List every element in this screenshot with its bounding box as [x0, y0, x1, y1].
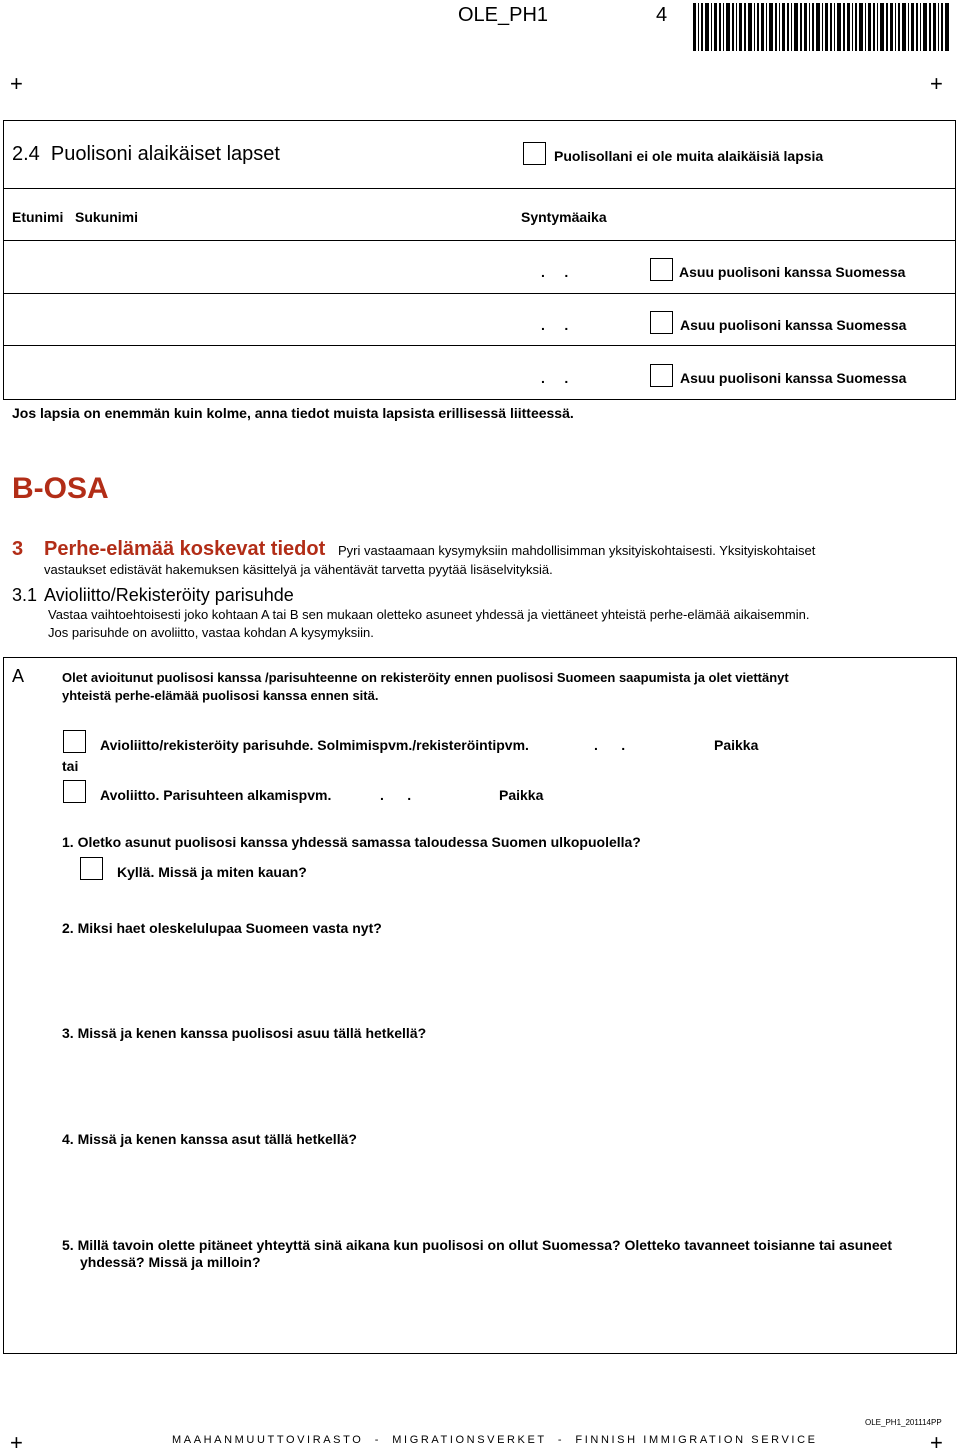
q1-yes-label: Kyllä. Missä ja miten kauan? — [117, 864, 307, 880]
part-b-title: B-OSA — [12, 472, 109, 505]
marriage-place-label: Paikka — [714, 737, 759, 753]
cohabitation-option-label: Avoliitto. Parisuhteen alkamispvm. — [100, 787, 332, 803]
column-name-header: Etunimi Sukunimi — [12, 209, 139, 225]
section-a-letter: A — [12, 666, 25, 686]
footer-form-ref: OLE_PH1_201114PP — [865, 1418, 942, 1427]
registration-mark-bottom-right: + — [930, 1430, 943, 1455]
lives-in-finland-checkbox[interactable] — [650, 258, 673, 281]
form-code: OLE_PH1 — [458, 4, 549, 26]
question-3: 3. Missä ja kenen kanssa puolisosi asuu tällä hetkellä? — [62, 1025, 427, 1041]
registration-mark-bottom-left: + — [10, 1430, 23, 1455]
section-3-1-number: 3.1 — [12, 585, 38, 605]
registration-mark-top-left: + — [10, 71, 23, 96]
registration-mark-top-right: + — [930, 71, 943, 96]
no-children-checkbox[interactable] — [523, 142, 546, 165]
lives-in-finland-label: Asuu puolisoni kanssa Suomessa — [679, 264, 906, 280]
marriage-option-label: Avioliitto/rekisteröity parisuhde. Solmimispvm./rekisteröintipvm. — [100, 737, 529, 753]
or-label: tai — [62, 758, 79, 774]
section-3-1-title: Avioliitto/Rekisteröity parisuhde — [44, 585, 294, 605]
question-5-line-1: 5. Millä tavoin olette pitäneet yhteyttä sinä aikana kun puolisosi on ollut Suomessa? Oletteko tavanneet toisianne tai asuneet — [62, 1237, 893, 1253]
section-3-1-text-line-2: Jos parisuhde on avoliitto, vastaa kohdan A kysymyksiin. — [48, 625, 374, 640]
section-3-title: Perhe-elämää koskevat tiedot — [44, 538, 326, 560]
section-a-heading-line-1: Olet avioitunut puolisosi kanssa /parisuhteenne on rekisteröity ennen puolisosi Suomeen saapumista ja olet viettänyt — [62, 670, 789, 685]
lives-in-finland-label: Asuu puolisoni kanssa Suomessa — [680, 317, 907, 333]
lives-in-finland-checkbox[interactable] — [650, 364, 673, 387]
question-5-line-2: yhdessä? Missä ja milloin? — [80, 1254, 261, 1270]
birth-date-dots[interactable]: . . — [541, 264, 569, 280]
cohabitation-place-label: Paikka — [499, 787, 544, 803]
section-a-heading-line-2: yhteistä perhe-elämää puolisosi kanssa ennen sitä. — [62, 688, 379, 703]
marriage-date-dots[interactable]: . . — [594, 737, 626, 753]
no-children-label: Puolisollani ei ole muita alaikäisiä lapsia — [554, 148, 824, 164]
page-number: 4 — [656, 4, 668, 26]
more-children-note: Jos lapsia on enemmän kuin kolme, anna tiedot muista lapsista erillisessä liitteessä. — [12, 405, 574, 421]
birth-date-dots[interactable]: . . — [541, 370, 569, 386]
barcode — [693, 3, 949, 51]
question-4: 4. Missä ja kenen kanssa asut tällä hetkellä? — [62, 1131, 357, 1147]
cohabitation-checkbox[interactable] — [63, 780, 86, 803]
column-birth-header: Syntymäaika — [521, 209, 607, 225]
question-2: 2. Miksi haet oleskelulupaa Suomeen vasta nyt? — [62, 920, 382, 936]
section-3-1-text-line-1: Vastaa vaihtoehtoisesti joko kohtaan A tai B sen mukaan oletteko asuneet yhdessä ja viettäneet yhteistä perhe-elämää aikaisemmin. — [48, 607, 810, 622]
section-2-4-title: 2.4 Puolisoni alaikäiset lapset — [12, 143, 280, 165]
lives-in-finland-label: Asuu puolisoni kanssa Suomessa — [680, 370, 907, 386]
footer-agency: MAAHANMUUTTOVIRASTO - MIGRATIONSVERKET - FINNISH IMMIGRATION SERVICE — [172, 1434, 818, 1446]
birth-date-dots[interactable]: . . — [541, 317, 569, 333]
section-3-intro-line-1: Pyri vastaamaan kysymyksiin mahdollisimman yksityiskohtaisesti. Yksityiskohtaiset — [338, 543, 816, 558]
marriage-checkbox[interactable] — [63, 730, 86, 753]
cohabitation-date-dots[interactable]: . . — [380, 787, 412, 803]
q1-yes-checkbox[interactable] — [80, 857, 103, 880]
section-3-intro-line-2: vastaukset edistävät hakemuksen käsittelyä ja vähentävät tarvetta pyytää lisäselvityksiä. — [44, 562, 553, 577]
section-3-number: 3 — [12, 538, 24, 560]
lives-in-finland-checkbox[interactable] — [650, 311, 673, 334]
question-1: 1. Oletko asunut puolisosi kanssa yhdessä samassa taloudessa Suomen ulkopuolella? — [62, 834, 641, 850]
